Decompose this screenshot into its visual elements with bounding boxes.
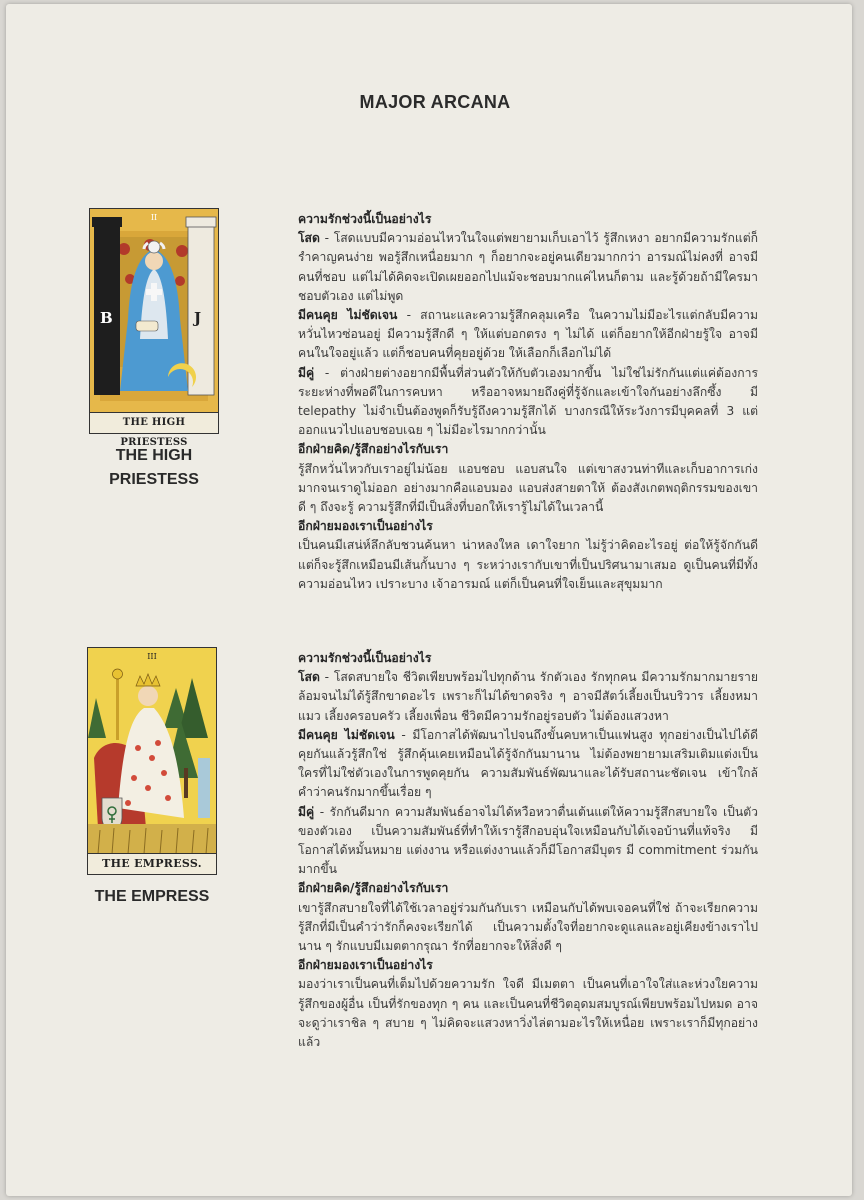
see-paragraph: มองว่าเราเป็นคนที่เต็มไปด้วยความรัก ใจดี มีเมตตา เป็นคนที่เอาใจใส่และห่วงใยความรู้สึกของผู้อื่น เป็นที่รักของทุก ๆ คน และเป็นคนที่ชีวิตอุดมสมบูรณ์เพียบพร้อมไปหมด อาจจะดูว่าเราชิล ๆ สบาย ๆ ไม่คิดจะแสวงหาวิ่งไล่ตามอะไรให้เหนื่อย เพราะเราก็มีทุกอย่างแล้ว <box>298 977 758 1050</box>
think-heading: อีกฝ่ายคิด/รู้สึกอย่างไรกับเรา <box>298 442 449 457</box>
empress-numeral: III <box>147 652 157 661</box>
high-priestess-reading <box>298 210 758 594</box>
unclear-paragraph <box>298 306 758 364</box>
document-title: MAJOR ARCANA <box>359 92 511 112</box>
empress-name <box>77 885 227 909</box>
love-heading: ความรักช่วงนี้เป็นอย่างไร <box>298 651 432 665</box>
unclear-paragraph <box>298 726 758 803</box>
love-heading: ความรักช่วงนี้เป็นอย่างไร <box>298 212 432 226</box>
couple-label: มีคู่ <box>298 804 315 819</box>
single-text: - โสดแบบมีความอ่อนไหวในใจแต่พยายามเก็บเอาไว้ รู้สึกเหงา อยากมีความรักแต่ก็รำคาญคนง่าย พอรู้สึกเหนื่อยมาก ๆ ก็อยากจะอยู่คนเดียวมากกว่า อารมณ์ไม่คงที่ อาจมีคนที่ชอบ แต่ไม่ได้คิดจะเปิดเผยออกไปแม้จะชอบมากแค่ไหนก็ตาม และรู้ด้วยถ้ามีใครมาชอบตัวเอง แต่ไม่พูด <box>298 231 758 303</box>
pillar-left-letter: B <box>100 309 113 327</box>
card-empress <box>87 647 227 909</box>
high-priestess-name-line1: THE HIGH <box>115 447 193 464</box>
couple-text: - รักกันดีมาก ความสัมพันธ์อาจไม่ได้หวือหวาตื่นเต้นแต่ให้ความรู้สึกสบายใจ เป็นตัวของตัวเอง เป็นความสัมพันธ์ที่ทำให้เรารู้สึกอบอุ่นใจเหมือนกับได้เจอบ้านที่แท้จริง มีโอกาสได้หมั้นหมาย แต่งงาน หรือแต่งงานแล้วก็มีโอกาสมีบุตร มี commitment ร่วมกันมากขึ้น <box>298 804 758 877</box>
single-text: - โสดสบายใจ ชีวิตเพียบพร้อมไปทุกด้าน รักตัวเอง รักทุกคน มีความรักมากมายรายล้อมจนไม่ได้รู้สึกขาดอะไร เพราะก็ไม่ได้ขาดจริง ๆ อาจมีสัตว์เลี้ยงเป็นบริวาร เลี้ยงหมาแมว เลี้ยงครอบครัว เลี้ยงเพื่อน ชีวิตมีความรักอยู่รอบตัว ไม่ต้องแสวงหา <box>298 670 758 723</box>
single-label: โสด <box>298 231 320 246</box>
high-priestess-name-line2: PRIESTESS <box>109 471 199 488</box>
couple-text: - ต่างฝ่ายต่างอยากมีพื้นที่ส่วนตัวให้กับตัวเองมากขึ้น ไม่ใช่ไม่รักกันแต่แค่ต้องการระยะห่างที่พอดีในการคบหา หรืออาจหมายถึงคู่ที่รู้จักและเข้าใจกันอย่างลึกซึ้ง มี telepathy ไม่จำเป็นต้องพูดก็รับรู้ถึงความรู้สึกได้ บางกรณีให้ระวังการมีบุคคลที่ 3 แต่ออกแนวไปแอบชอบเฉย ๆ ไม่มีอะไรมากกว่านั้น <box>298 365 758 438</box>
couple-paragraph <box>298 803 758 880</box>
single-paragraph <box>298 668 758 726</box>
think-paragraph: รู้สึกหวั่นไหวกับเราอยู่ไม่น้อย แอบชอบ แอบสนใจ แต่เขาสงวนท่าทีและเก็บอาการเก่งมากจนเราดูไม่ออก อย่างมากคือแอบมอง แอบส่งสายตาให้ ต้องสังเกตพฤติกรรมของเขาดี ๆ ถึงจะรู้ ความรู้สึกที่มีเป็นสิ่งที่บอกให้เรารู้ไม่ได้ในเวลานี้ <box>298 461 758 515</box>
think-paragraph: เขารู้สึกสบายใจที่ได้ใช้เวลาอยู่ร่วมกันกับเรา เหมือนกับได้พบเจอคนที่ใช่ ถ้าจะเรียกความรู้สึกที่มีเป็นคำว่ารักก็คงจะเรียกได้ เป็นความตั้งใจที่อยากจะดูแลและอยู่เคียงข้างเราไปนาน ๆ รักแบบมีเมตตากรุณา รักที่อยากจะให้สิ่งดี ๆ <box>298 900 758 954</box>
high-priestess-card-caption: THE HIGH PRIESTESS <box>90 412 218 433</box>
couple-paragraph <box>298 364 758 441</box>
single-paragraph <box>298 229 758 306</box>
pillar-right-letter: J <box>194 309 202 327</box>
unclear-label: มีคนคุย ไม่ชัดเจน <box>298 727 395 742</box>
empress-illustration <box>88 648 216 874</box>
empress-card-image <box>87 647 217 875</box>
think-heading: อีกฝ่ายคิด/รู้สึกอย่างไรกับเรา <box>298 881 449 896</box>
see-heading: อีกฝ่ายมองเราเป็นอย่างไร <box>298 519 433 534</box>
unclear-text: - สถานะและความรู้สึกคลุมเครือ ในความไม่มีอะไรแต่กลับมีความหวั่นไหวซ่อนอยู่ มีความรู้สึกดี ๆ ให้แต่บอกตรง ๆ ไม่ได้ แต่ก็อยากให้อีกฝ่ายรู้ใจ อาจมีคนในใจอยู่แล้ว แต่ก็ชอบคนที่คุยอยู่ด้วย ให้เลือกก็เลือกไม่ได้ <box>298 308 758 361</box>
high-priestess-card-image <box>89 208 219 448</box>
empress-card-caption: THE EMPRESS. <box>88 853 216 874</box>
see-heading: อีกฝ่ายมองเราเป็นอย่างไร <box>298 958 433 973</box>
empress-name-line1: THE EMPRESS <box>94 888 210 905</box>
high-priestess-numeral: II <box>150 213 158 222</box>
card-high-priestess <box>89 208 229 492</box>
see-paragraph: เป็นคนมีเสน่ห์ลึกลับชวนค้นหา น่าหลงใหล เดาใจยาก ไม่รู้ว่าคิดอะไรอยู่ ต่อให้รู้จักกันดีแต่ก็จะรู้สึกเหมือนมีเส้นกั้นบาง ๆ ระหว่างเรากับเขาที่เป็นปริศนามาเสมอ ดูเป็นคนที่มีทั้งความอ่อนไหว เปราะบาง เจ้าอารมณ์ แต่ก็เป็นคนที่ใจเย็นและสุขุมมาก <box>298 538 758 591</box>
single-label: โสด <box>298 670 320 685</box>
empress-reading <box>298 649 758 1052</box>
unclear-text: - มีโอกาสได้พัฒนาไปจนถึงขั้นคบหาเป็นแฟนสูง ทุกอย่างเป็นไปได้ดี คุยกันแล้วรู้สึกใช่ รู้สึกคุ้นเคยเหมือนได้รู้จักกันมานาน ไม่ต้องพยายามเสริมเติมแต่งเป็นใครที่ไม่ใช่ตัวเองในการพูดคุยกัน ความสัมพันธ์พัฒนาและได้รับสถานะชัดเจน เข้าใกล้คำว่าคนรักมากขึ้นเรื่อย ๆ <box>298 727 759 800</box>
couple-label: มีคู่ <box>298 365 315 380</box>
unclear-label: มีคนคุย ไม่ชัดเจน <box>298 308 398 323</box>
document-page <box>6 4 852 1196</box>
